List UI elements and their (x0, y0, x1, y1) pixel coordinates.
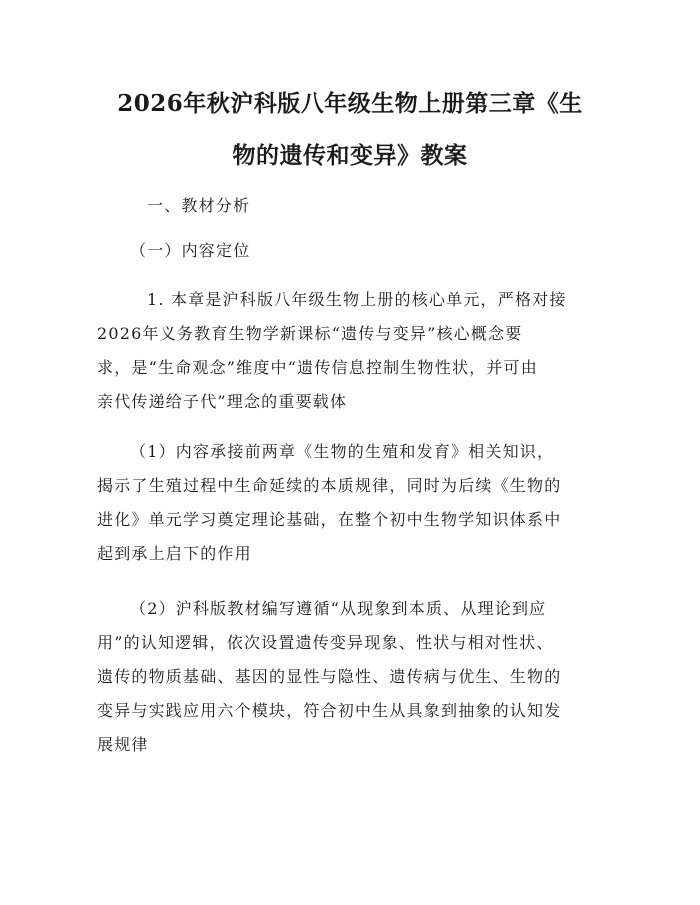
paragraph-3-line: 变异与实践应用六个模块，符合初中生从具象到抽象的认知发 (97, 701, 562, 720)
document-title-line-1: 2026年秋沪科版八年级生物上册第三章《生 (117, 90, 583, 117)
paragraph-1-line: 求，是“生命观念”维度中“遗传信息控制生物性状，并可由 (97, 358, 538, 377)
paragraph-2-line: 揭示了生殖过程中生命延续的本质规律，同时为后续《生物的 (97, 476, 562, 495)
paragraph-3-line: 遗传的物质基础、基因的显性与隐性、遗传病与优生、生物的 (97, 667, 562, 686)
paragraph-2-line: （1）内容承接前两章《生物的生殖和发育》相关知识， (130, 442, 555, 461)
subsection-heading: （一）内容定位 (130, 241, 251, 260)
section-heading: 一、教材分析 (147, 196, 251, 215)
paragraph-3-line: 用”的认知逻辑，依次设置遗传变异现象、性状与相对性状、 (97, 633, 554, 652)
paragraph-3-line: 展规律 (97, 735, 149, 754)
paragraph-1-line: 亲代传递给子代”理念的重要载体 (97, 392, 348, 411)
paragraph-2-line: 进化》单元学习奠定理论基础，在整个初中生物学知识体系中 (97, 510, 562, 529)
paragraph-1-line: 2026年义务教育生物学新课标“遗传与变异”核心概念要 (97, 324, 523, 343)
document-title-line-2: 物的遗传和变异》教案 (232, 142, 468, 169)
paragraph-1-line: 1. 本章是沪科版八年级生物上册的核心单元，严格对接 (147, 290, 567, 309)
paragraph-2-line: 起到承上启下的作用 (97, 544, 252, 563)
paragraph-3-line: （2）沪科版教材编写遵循“从现象到本质、从理论到应 (130, 599, 547, 618)
